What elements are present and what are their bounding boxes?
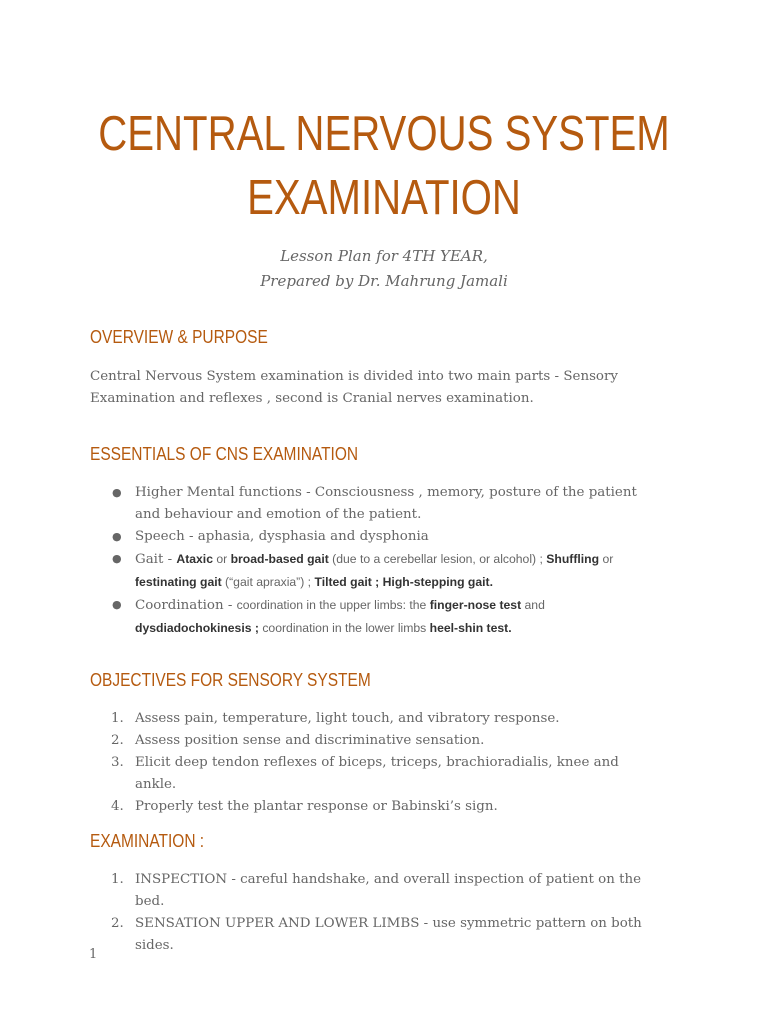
objective-text: Properly test the plantar response or Babinski’s sign. [135, 799, 498, 814]
list-item [90, 869, 650, 913]
objectives-heading: OBJECTIVES FOR SENSORY SYSTEM [90, 670, 371, 690]
examination-text: SENSATION UPPER AND LOWER LIMBS - use symmetric pattern on both sides. [135, 916, 642, 953]
list-item [90, 913, 650, 957]
gait-text-3: or [599, 552, 614, 566]
list-item [90, 594, 650, 640]
title-line-1: CENTRAL NERVOUS SYSTEM [98, 107, 670, 161]
gait-detail [135, 552, 613, 589]
essentials-item-2: Speech - aphasia, dysphasia and dysphonia [135, 529, 429, 544]
list-item [90, 796, 650, 818]
list-number: 3. [111, 755, 124, 770]
list-number: 1. [111, 872, 124, 887]
coordination-lead: Coordination - [135, 598, 237, 613]
list-number: 1. [111, 711, 124, 726]
essentials-heading: ESSENTIALS OF CNS EXAMINATION [90, 444, 359, 464]
gait-festinating: festinating gait [135, 575, 222, 589]
objectives-list [90, 708, 650, 818]
list-item [90, 752, 650, 796]
bullet-icon: ● [112, 530, 122, 543]
objective-text: Assess position sense and discriminative sensation. [135, 733, 485, 748]
coordination-finger-nose: finger-nose test [429, 598, 522, 612]
essentials-item-1: Higher Mental functions - Consciousness , memory, posture of the patient and behaviour and emotion of the patient. [135, 485, 637, 522]
coordination-heel-shin: heel-shin test. [429, 621, 512, 635]
overview-paragraph: Central Nervous System examination is divided into two main parts - Sensory Examination and reflexes , second is Cranial nerves examination. [90, 369, 618, 406]
list-number: 4. [111, 799, 124, 814]
gait-text-1: or [212, 552, 231, 566]
gait-text-2: (due to a cerebellar lesion, or alcohol) ; [328, 552, 547, 566]
gait-broad-based: broad-based gait [230, 552, 329, 566]
examination-text: INSPECTION - careful handshake, and overall inspection of patient on the bed. [135, 872, 642, 909]
essentials-list [90, 482, 650, 640]
bullet-icon: ● [112, 598, 122, 611]
title-line-2: EXAMINATION [247, 171, 521, 225]
bullet-icon: ● [112, 486, 122, 499]
gait-lead: Gait - [135, 552, 177, 567]
document-subtitle [0, 244, 768, 294]
list-number: 2. [111, 733, 124, 748]
list-item [90, 526, 650, 548]
coordination-text-1: coordination in the upper limbs: the [236, 598, 430, 612]
list-item [90, 730, 650, 752]
gait-shuffling: Shuffling [546, 552, 600, 566]
coordination-dysdiadochokinesis: dysdiadochokinesis ; [135, 621, 259, 635]
examination-list [90, 869, 650, 957]
coordination-text-3: coordination in the lower limbs [258, 621, 430, 635]
list-item [90, 708, 650, 730]
gait-ataxic: Ataxic [176, 552, 213, 566]
objective-text: Elicit deep tendon reflexes of biceps, triceps, brachioradialis, knee and ankle. [135, 755, 619, 792]
list-item [90, 482, 650, 526]
subtitle-line-2: Prepared by Dr. Mahrung Jamali [260, 272, 508, 290]
subtitle-line-1: Lesson Plan for 4TH YEAR, [280, 247, 488, 265]
page-number: 1 [89, 947, 98, 962]
bullet-icon: ● [112, 552, 122, 565]
list-item [90, 548, 650, 594]
examination-heading: EXAMINATION : [90, 831, 205, 851]
document-title [69, 102, 699, 230]
gait-tilted-high-stepping: Tilted gait ; High-stepping gait. [314, 575, 493, 589]
gait-text-4: (“gait apraxia”) ; [221, 575, 315, 589]
overview-heading: OVERVIEW & PURPOSE [90, 327, 268, 347]
objective-text: Assess pain, temperature, light touch, and vibratory response. [135, 711, 560, 726]
coordination-text-2: and [521, 598, 545, 612]
list-number: 2. [111, 916, 124, 931]
